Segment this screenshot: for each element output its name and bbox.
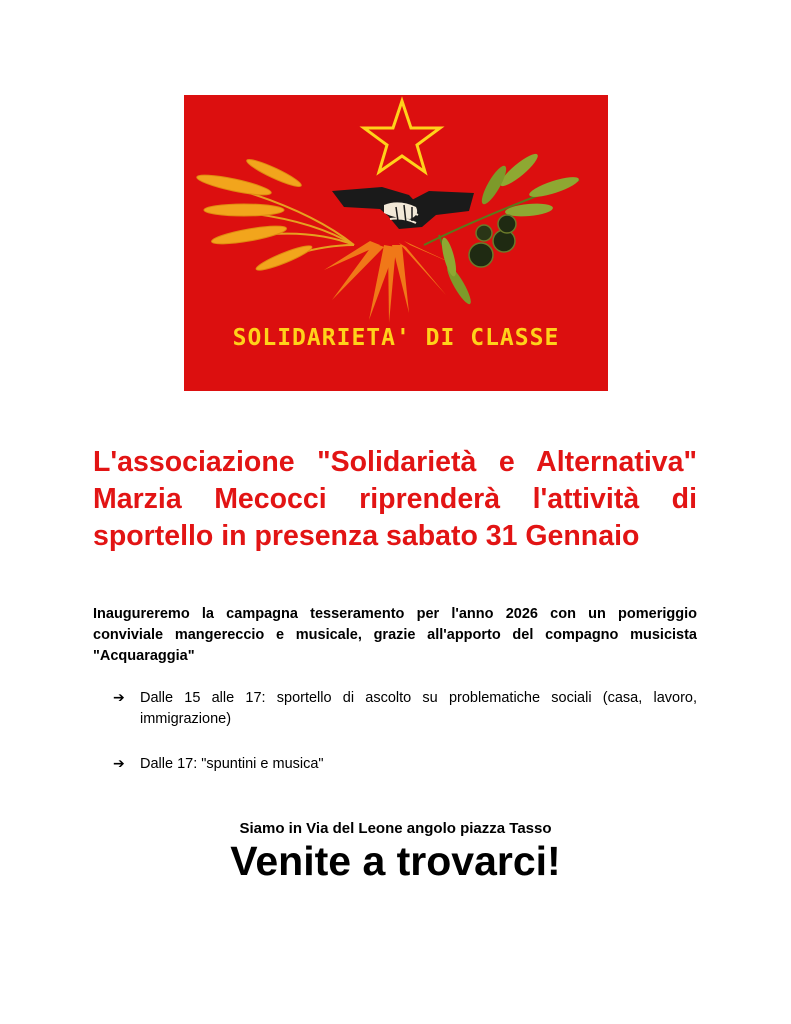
intro-paragraph: Inaugureremo la campagna tesseramento per l'anno 2026 con un pomeriggio conviviale mangereccio e musicale, grazie all'apporto del compagno musicista "Acquaraggia" [93, 606, 697, 664]
handshake-icon [332, 187, 474, 229]
olive-branch-icon [424, 150, 581, 307]
list-item [113, 754, 697, 775]
solidarieta-flag-image [184, 95, 608, 391]
flag-title: SOLIDARIETA' DI CLASSE [232, 325, 560, 351]
arrow-icon: ➔ [113, 756, 125, 772]
schedule-list [113, 688, 697, 775]
list-item-text: Dalle 17: "spuntini e musica" [140, 756, 324, 772]
sunburst-icon [324, 241, 456, 323]
list-item [113, 688, 697, 730]
star-icon [364, 101, 440, 172]
wheat-icon [196, 156, 354, 274]
location-text: Siamo in Via del Leone angolo piazza Tasso [239, 820, 552, 837]
arrow-icon: ➔ [113, 690, 125, 706]
list-item-text: Dalle 15 alle 17: sportello di ascolto su problematiche sociali (casa, lavoro, immigrazione) [140, 690, 697, 727]
headline: L'associazione "Solidarietà e Alternativa" Marzia Mecocci riprenderà l'attività di sportello in presenza sabato 31 Gennaio [93, 446, 697, 552]
call-to-action: Venite a trovarci! [230, 838, 561, 884]
